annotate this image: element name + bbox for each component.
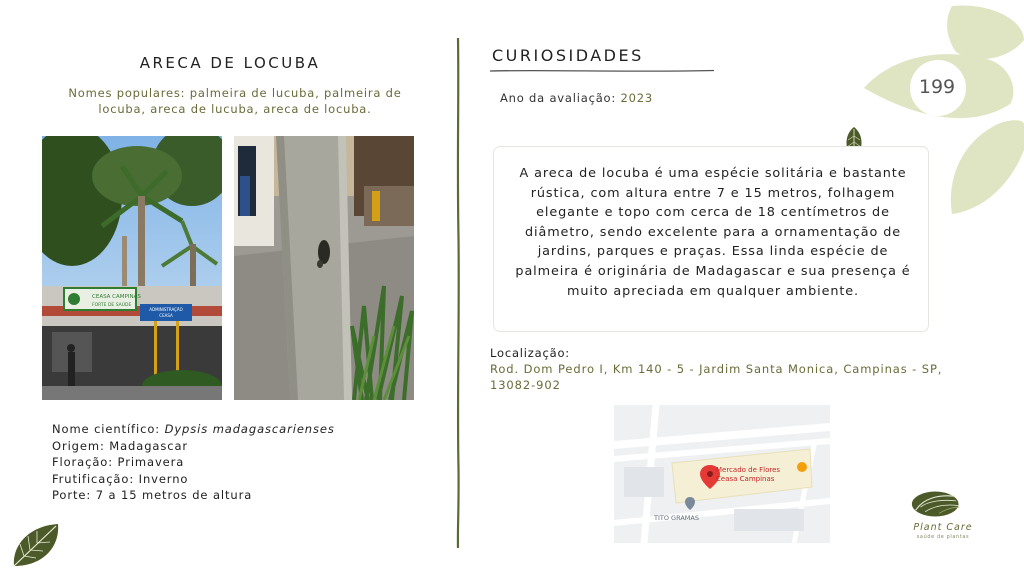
title-underline <box>490 68 714 74</box>
brand-name: Plant Care <box>913 522 973 533</box>
sign-ceasa: CEASA CAMPINAS <box>92 294 141 300</box>
photo-palms <box>42 136 222 400</box>
fact-size: Porte: 7 a 15 metros de altura <box>52 488 253 502</box>
scientific-label: Nome científico: <box>52 422 165 436</box>
column-divider <box>454 38 462 548</box>
map-poi-label: TITO GRAMAS <box>654 514 699 522</box>
fact-fruiting: Frutificação: Inverno <box>52 471 189 486</box>
location-label: Localização: <box>490 346 570 360</box>
leaf-decoration-icon <box>10 520 62 570</box>
plant-care-logo <box>908 486 978 522</box>
page-number: 199 <box>918 76 956 98</box>
plant-facts <box>52 421 432 504</box>
evaluation-year <box>500 91 653 105</box>
food-poi-icon[interactable] <box>797 462 807 472</box>
description-text: A areca de locuba é uma espécie solitária e bastante rústica, com altura entre 7 e 15 metros, folhagem elegante e topo com cerca de 18 centímetros de diâmetro, sendo excelente para a ornamentação de jardins, parques e praças. Essa linda espécie de palmeira é originária de Madagascar e sua presença é muito apreciada em qualquer ambiente. <box>515 166 911 299</box>
popular-names: Nomes populares: palmeira de lucuba, palmeira de locuba, areca de lucuba, areca de locuba. <box>68 86 402 116</box>
section-title: CURIOSIDADES <box>492 46 644 65</box>
sign-admin-sub: CEASA <box>159 313 173 318</box>
location-address: Rod. Dom Pedro I, Km 140 - 5 - Jardim Santa Monica, Campinas - SP, 13082-902 <box>490 362 943 392</box>
scientific-value: Dypsis madagascarienses <box>164 422 335 436</box>
map-place-line2: Ceasa Campinas <box>716 475 775 483</box>
brand-tagline: saúde de plantas <box>916 534 970 540</box>
fact-flowering: Floração: Primavera <box>52 455 185 469</box>
sign-admin: ADMINISTRAÇÃO <box>149 307 183 312</box>
plant-title: ARECA DE LOCUBA <box>139 54 321 72</box>
year-label: Ano da avaliação: <box>500 91 621 105</box>
sign-ceasa-sub: FORTE DE SAÚDE <box>92 303 132 308</box>
photo-trunk <box>234 136 414 400</box>
location-map[interactable] <box>614 405 830 543</box>
fact-origin: Origem: Madagascar <box>52 438 189 453</box>
map-place-line1: Mercado de Flores <box>716 466 781 474</box>
year-value: 2023 <box>620 91 653 105</box>
fact-scientific-name <box>52 421 432 438</box>
